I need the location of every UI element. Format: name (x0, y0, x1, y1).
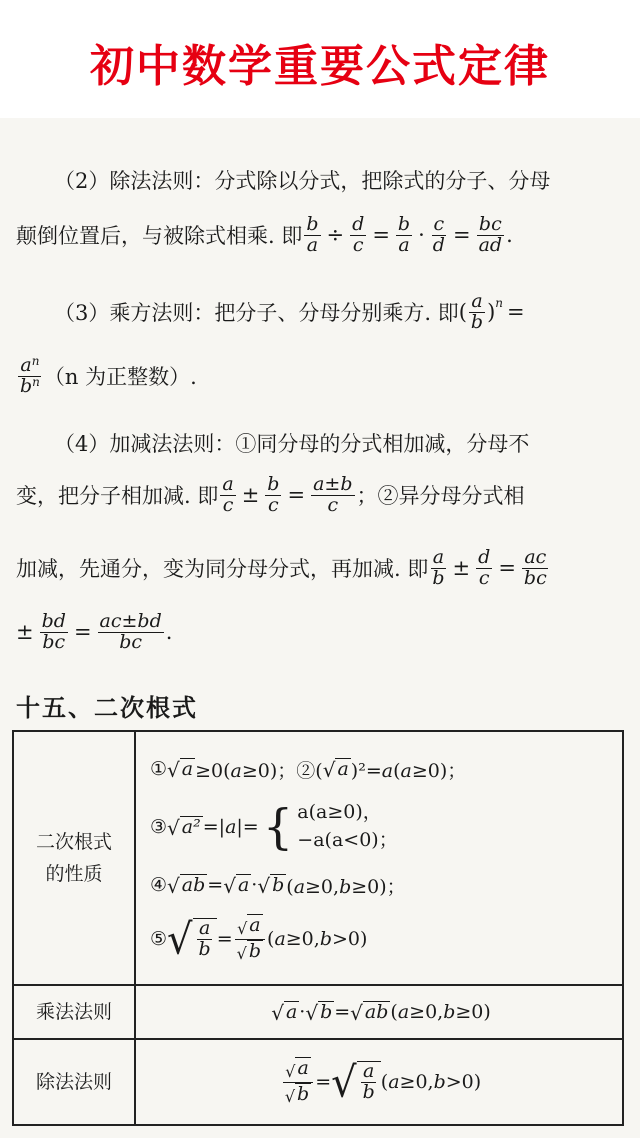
table-row (13, 1039, 623, 1125)
property-4: ④ √ ab = √ a · √ b (a≥0,b≥0)； (150, 873, 406, 899)
page-title: 初中数学重要公式定律 (90, 41, 550, 92)
property-5: ⑤ √ $\frac{a}{b}$ = √ a √ b (a≥0,b>0) (150, 913, 368, 965)
multiplication-rule-cell: √ a · √ b = √ ab (a≥0,b≥0) (135, 985, 623, 1039)
fraction-d-over-c: $\frac{d}{c}$ (352, 213, 365, 256)
addsub-rule-line-4: ± $\frac{bd}{bc}$ = $\frac{ac\pm bd}{bc}$ . (16, 610, 173, 653)
fraction-c-over-d: $\frac{c}{d}$ (432, 213, 445, 256)
row-label: 二次根式的性质 (13, 731, 135, 985)
division-rule-line-2: 颠倒位置后，与被除式相乘. 即 $\frac{b}{a}$ ÷ $\frac{d}{c}$ = $\frac{b}{a}$ · $\frac{c}{d}$ = $\frac{bc}{ad}$ . (16, 213, 513, 256)
table-row (13, 985, 623, 1039)
addsub-rule-line-2: 变，把分子相加减. 即 $\frac{a}{c}$ ± $\frac{b}{c}$ = $\frac{a\pm b}{c}$ ；②异分母分式相 (16, 473, 525, 516)
fraction-an-over-bn: $\frac{a^n}{b^n}$ (20, 354, 40, 397)
fraction-a-over-b: $\frac{a}{b}$ (470, 290, 484, 333)
fraction-bc-over-ad: $\frac{bc}{ad}$ (478, 213, 503, 256)
fraction-b-over-c: $\frac{b}{c}$ (267, 473, 280, 516)
addsub-rule-line-1: （4）加减法法则：①同分母的分式相加减，分母不 (54, 432, 530, 456)
addsub-rule-line-3: 加减，先通分，变为同分母分式，再加减. 即 $\frac{a}{b}$ ± $\frac{d}{c}$ = $\frac{ac}{bc}$ (16, 546, 547, 589)
radical-rules-table (12, 730, 624, 1126)
fraction-b-over-a: $\frac{b}{a}$ (397, 213, 411, 256)
power-rule-line-2: $\frac{a^n}{b^n}$ （n 为正整数）. (20, 354, 197, 397)
fraction-acpmbd-over-bc: $\frac{ac\pm bd}{bc}$ (99, 610, 162, 653)
division-rule-line-1: （2）除法法则：分式除以分式，把除式的分子、分母 (54, 169, 551, 193)
section-heading: 十五、二次根式 (16, 694, 198, 722)
properties-cell (135, 731, 623, 985)
table-row (13, 731, 623, 985)
fraction-d-over-c: $\frac{d}{c}$ (478, 546, 491, 589)
property-1-2: ① √ a ≥0(a≥0)；②( √ a )²=a(a≥0)； (150, 757, 467, 783)
division-rule-cell: √ a √ b = √ $\frac{a}{b}$ (a≥0,b>0) (135, 1039, 623, 1125)
row-label: 乘法法则 (13, 985, 135, 1039)
property-3: ③ √ a² =|a|= { a(a≥0)， −a(a<0)； (150, 799, 398, 855)
row-label: 除法法则 (13, 1039, 135, 1125)
fraction-ac-over-bc: $\frac{ac}{bc}$ (523, 546, 547, 589)
fraction-a-over-b: $\frac{a}{b}$ (432, 546, 445, 589)
fraction-bd-over-bc: $\frac{bd}{bc}$ (41, 610, 66, 653)
fraction-a-over-c: $\frac{a}{c}$ (222, 473, 234, 516)
title-banner (0, 0, 640, 118)
fraction-b-over-a: $\frac{b}{a}$ (306, 213, 319, 256)
fraction-apmb-over-c: $\frac{a\pm b}{c}$ (313, 473, 353, 516)
power-rule-line-1: （3）乘方法则：把分子、分母分别乘方. 即 ( $\frac{a}{b}$ ) n = (54, 290, 525, 333)
